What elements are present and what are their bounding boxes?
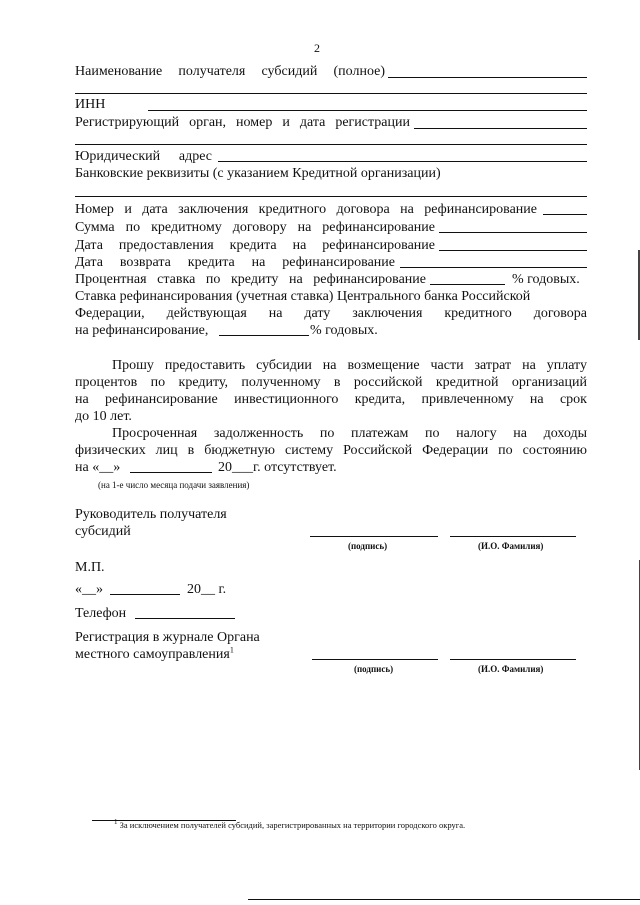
request-line-3: на рефинансирование инвестиционного кредита, привлеченному на срок [75, 392, 587, 407]
head-signature-caption: (подпись) [348, 541, 388, 551]
credit-date-field[interactable] [439, 250, 587, 251]
return-date-field[interactable] [400, 267, 587, 268]
credit-date-label: Дата предоставления кредита на рефинансирование [75, 238, 435, 253]
date-month-field[interactable] [110, 594, 180, 595]
credit-sum-label: Сумма по кредитному договору на рефинансирование [75, 220, 435, 235]
cb-rate-line3-suffix: % годовых. [310, 323, 378, 338]
bank-label: Банковские реквизиты (с указанием Кредитной организации) [75, 166, 441, 181]
journal-line1: Регистрация в журнале Органа [75, 630, 260, 645]
head-name-caption: (И.О. Фамилия) [478, 541, 544, 551]
recipient-name-field-2[interactable] [75, 93, 587, 94]
as-of-month-field[interactable] [130, 472, 212, 473]
cb-rate-line3-prefix: на рефинансирование, [75, 323, 209, 338]
inn-label: ИНН [75, 97, 106, 112]
request-line-4: до 10 лет. [75, 409, 132, 424]
bank-field[interactable] [75, 196, 587, 197]
page-number: 2 [314, 41, 320, 55]
scan-bottom-edge [248, 899, 640, 900]
head-name-field[interactable] [450, 536, 576, 537]
journal-name-field[interactable] [450, 659, 576, 660]
as-of-prefix: на «__» [75, 460, 121, 475]
rate-field[interactable] [430, 284, 505, 285]
request-line-2: процентов по кредиту, полученному в российской кредитной организаций [75, 375, 587, 390]
journal-signature-field[interactable] [312, 659, 438, 660]
date-prefix: «__» [75, 582, 103, 597]
debt-line-1: Просроченная задолженность по платежам по налогу на доходы [112, 426, 587, 441]
registration-label: Регистрирующий орган, номер и дата регистрации [75, 115, 410, 130]
journal-line2: местного самоуправления$^1$ [75, 645, 234, 662]
return-date-label: Дата возврата кредита на рефинансирование [75, 255, 395, 270]
journal-signature-caption: (подпись) [354, 664, 394, 674]
credit-contract-label: Номер и дата заключения кредитного договора на рефинансирование [75, 202, 537, 217]
phone-field[interactable] [135, 618, 235, 619]
rate-suffix: % годовых. [512, 272, 580, 287]
cb-rate-field[interactable] [219, 335, 309, 336]
legal-address-label: Юридический адрес [75, 149, 212, 164]
recipient-name-label: Наименование получателя субсидий (полное) [75, 64, 385, 79]
head-label-line1: Руководитель получателя [75, 507, 227, 522]
registration-field[interactable] [414, 128, 587, 129]
recipient-name-field[interactable] [388, 77, 587, 78]
as-of-note: (на 1-е число месяца подачи заявления) [98, 480, 250, 490]
cb-rate-line2: Федерации, действующая на дату заключения кредитного договора [75, 306, 587, 321]
legal-address-field[interactable] [218, 161, 587, 162]
request-line-1: Прошу предоставить субсидии на возмещение части затрат на уплату [112, 358, 587, 373]
registration-field-2[interactable] [75, 144, 587, 145]
credit-sum-field[interactable] [439, 232, 587, 233]
date-year: 20__ г. [187, 582, 227, 597]
head-signature-field[interactable] [310, 536, 438, 537]
inn-field[interactable] [148, 110, 587, 111]
stamp-label: М.П. [75, 560, 105, 575]
journal-name-caption: (И.О. Фамилия) [478, 664, 544, 674]
phone-label: Телефон [75, 606, 127, 621]
rate-label: Процентная ставка по кредиту на рефинансирование [75, 272, 426, 287]
credit-contract-field[interactable] [543, 214, 587, 215]
footnote: $^1$ За исключением получателей субсидий, зарегистрированных на территории городского округа. [114, 818, 466, 830]
head-label-line2: субсидий [75, 524, 131, 539]
debt-line-2: физических лиц в бюджетную систему Российской Федерации по состоянию [75, 443, 587, 458]
cb-rate-line1: Ставка рефинансирования (учетная ставка) Центрального банка Российской [75, 289, 531, 304]
as-of-year: 20___г. отсутствует. [218, 460, 337, 475]
